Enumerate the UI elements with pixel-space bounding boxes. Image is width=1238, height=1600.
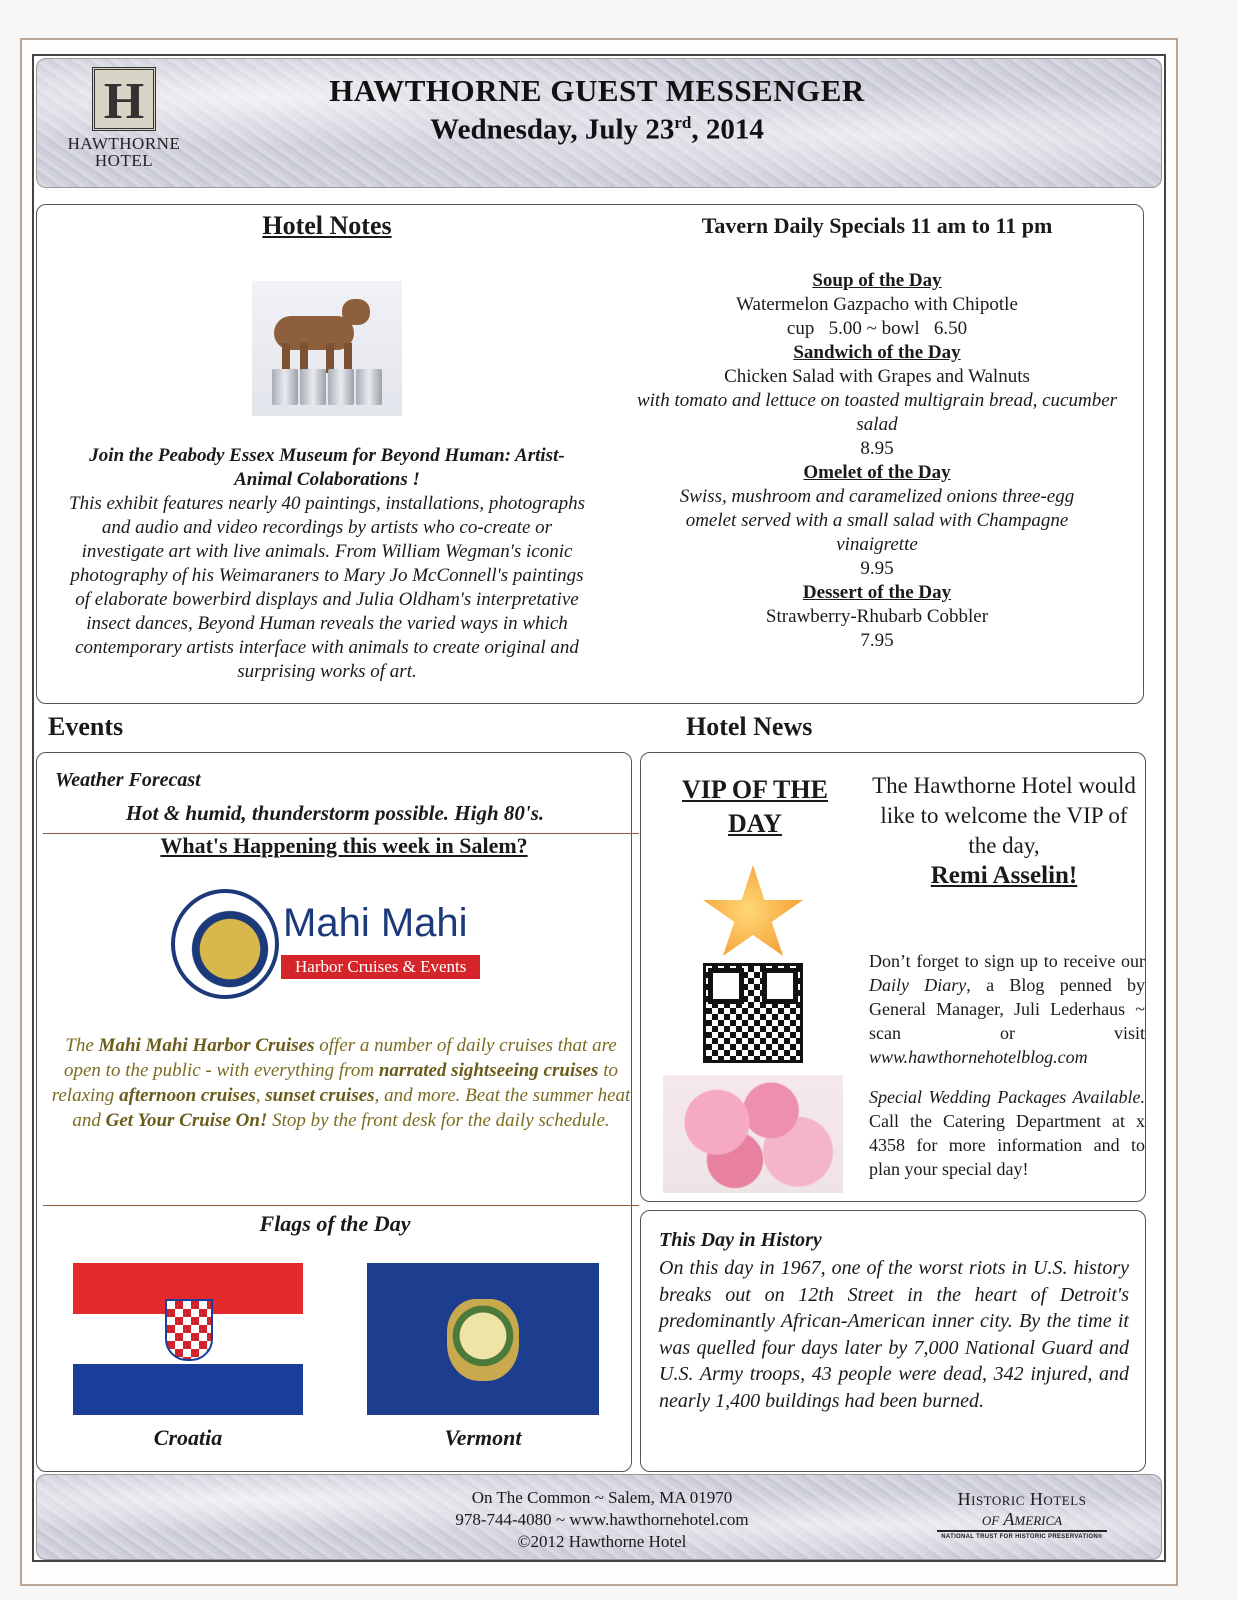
soup-name: Watermelon Gazpacho with Chipotle	[736, 294, 1018, 315]
hotel-notes-panel	[36, 204, 1144, 704]
hha-line-1: Historic Hotels	[957, 1489, 1087, 1509]
flags-of-the-day-heading: Flags of the Day	[259, 1211, 411, 1236]
mahi-logo-name: Mahi Mahi	[283, 901, 468, 945]
date-ordinal: rd	[674, 113, 692, 132]
divider	[43, 1205, 639, 1206]
qr-code-icon[interactable]	[703, 963, 803, 1063]
hha-line-3: NATIONAL TRUST FOR HISTORIC PRESERVATION®	[941, 1534, 1103, 1540]
footer-address: On The Common ~ Salem, MA 01970	[471, 1488, 733, 1507]
croatia-coat-of-arms-icon	[165, 1299, 213, 1361]
logo-text: HAWTHORNE HOTEL	[67, 134, 181, 170]
croatia-flag-label: Croatia	[153, 1425, 223, 1450]
mahi-mahi-description: The Mahi Mahi Harbor Cruises offer a number of daily cruises that are open to the public - with everything from narrated sightseeing cruises to relaxing afternoon cruises, sunset cruises, and more. Beat the summer heat and Get Your Cruise On! Stop by the front desk for the daily schedule.	[51, 1035, 631, 1131]
historic-hotels-logo	[937, 1489, 1107, 1540]
wedding-packages-text: Special Wedding Packages Available. Call the Catering Department at x 4358 for more information and to plan your special day!	[869, 1087, 1145, 1179]
dessert-name: Strawberry-Rhubarb Cobbler	[765, 606, 989, 627]
blog-url-link[interactable]: www.hawthornehotelblog.com	[869, 1047, 1088, 1067]
tavern-specials-heading: Tavern Daily Specials 11 am to 11 pm	[701, 213, 1053, 238]
hawthorne-monogram-icon	[92, 67, 156, 131]
soup-price: cup 5.00 ~ bowl 6.50	[786, 318, 968, 339]
events-heading: Events	[48, 712, 124, 741]
hotel-notes-column	[47, 205, 607, 684]
newsletter-frame	[32, 54, 1166, 1562]
footer-copyright: ©2012 Hawthorne Hotel	[517, 1532, 687, 1551]
omelet-price: 9.95	[860, 558, 894, 579]
mahi-mahi-logo	[171, 889, 515, 1001]
newsletter-sheet	[20, 38, 1178, 1586]
history-body: On this day in 1967, one of the worst riots in U.S. history breaks out on 12th Street in the heart of Detroit's predominantly African-American inner city. By the time it was quelled four days later by 7,000 National Guard and U.S. Army troops, 43 people were dead, 342 injured, and nearly 1,400 buildings had been burned.	[659, 1257, 1129, 1412]
vermont-flag	[367, 1263, 599, 1415]
sandwich-price: 8.95	[860, 438, 894, 459]
header-banner	[36, 58, 1162, 188]
newsletter-date	[217, 113, 977, 147]
blog-signup-text: Don’t forget to sign up to receive our Daily Diary, a Blog penned by General Manager, Juli Lederhaus ~ scan or visit www.hawthornehotelblog.com	[869, 951, 1145, 1067]
hotel-news-heading: Hotel News	[686, 712, 813, 741]
sandwich-name: Chicken Salad with Grapes and Walnuts	[724, 366, 1030, 387]
history-heading: This Day in History	[659, 1229, 822, 1251]
vermont-flag-label: Vermont	[444, 1425, 522, 1450]
this-day-in-history-panel	[640, 1210, 1146, 1472]
tavern-specials-column	[617, 205, 1137, 653]
star-icon	[701, 865, 805, 965]
events-panel	[36, 752, 632, 1472]
weather-forecast-text: Hot & humid, thunderstorm possible. High 80's.	[125, 801, 545, 825]
date-year: , 2014	[691, 113, 764, 146]
weather-forecast-label: Weather Forecast	[55, 769, 201, 791]
vip-welcome	[869, 771, 1139, 891]
masthead	[217, 73, 977, 147]
hotel-notes-heading: Hotel Notes	[262, 211, 392, 240]
dog-on-buckets-image	[252, 281, 402, 416]
footer-phone-web[interactable]: 978-744-4080 ~ www.hawthornehotel.com	[455, 1510, 749, 1529]
vermont-seal-icon	[447, 1299, 519, 1381]
omelet-description: Swiss, mushroom and caramelized onions three-egg omelet served with a small salad with Champagne vinaigrette	[679, 486, 1075, 555]
soup-label: Soup of the Day	[812, 270, 942, 291]
pink-roses-image	[663, 1075, 843, 1193]
whats-happening-heading: What's Happening this week in Salem?	[160, 833, 528, 858]
sandwich-label: Sandwich of the Day	[793, 342, 961, 363]
hawthorne-logo	[59, 67, 189, 169]
sandwich-description: with tomato and lettuce on toasted multigrain bread, cucumber salad	[636, 390, 1118, 435]
exhibit-description: This exhibit features nearly 40 paintings, installations, photographs and audio and video recordings by artists who co-create or investigate art with live animals. From William Wegman's iconic photography of his Weimaraners to Mary Jo McConnell's paintings of elaborate bowerbird displays and Julia Oldham's interpretative insect dances, Beyond Human reveals the varied ways in which contemporary artists interface with animals to create original and surprising works of art.	[69, 493, 585, 682]
dessert-label: Dessert of the Day	[802, 582, 952, 603]
vip-welcome-text: The Hawthorne Hotel would like to welcome the VIP of the day,	[872, 773, 1136, 858]
vip-name: Remi Asselin!	[930, 862, 1078, 889]
footer-banner	[36, 1474, 1162, 1560]
footer-contact	[387, 1487, 817, 1553]
vip-heading: VIP OF THE DAY	[682, 775, 828, 838]
mahi-logo-subtitle: Harbor Cruises & Events	[281, 955, 480, 979]
exhibit-title: Join the Peabody Essex Museum for Beyond Human: Artist-Animal Colaborations !	[89, 445, 565, 490]
newsletter-title: HAWTHORNE GUEST MESSENGER	[329, 73, 865, 108]
date-prefix: Wednesday, July 23	[430, 113, 675, 146]
dessert-price: 7.95	[860, 630, 894, 651]
hotel-news-panel	[640, 752, 1146, 1202]
omelet-label: Omelet of the Day	[803, 462, 951, 483]
mahi-fish-icon	[171, 889, 279, 999]
croatia-flag	[73, 1263, 303, 1415]
hha-line-2: of America	[937, 1510, 1107, 1532]
